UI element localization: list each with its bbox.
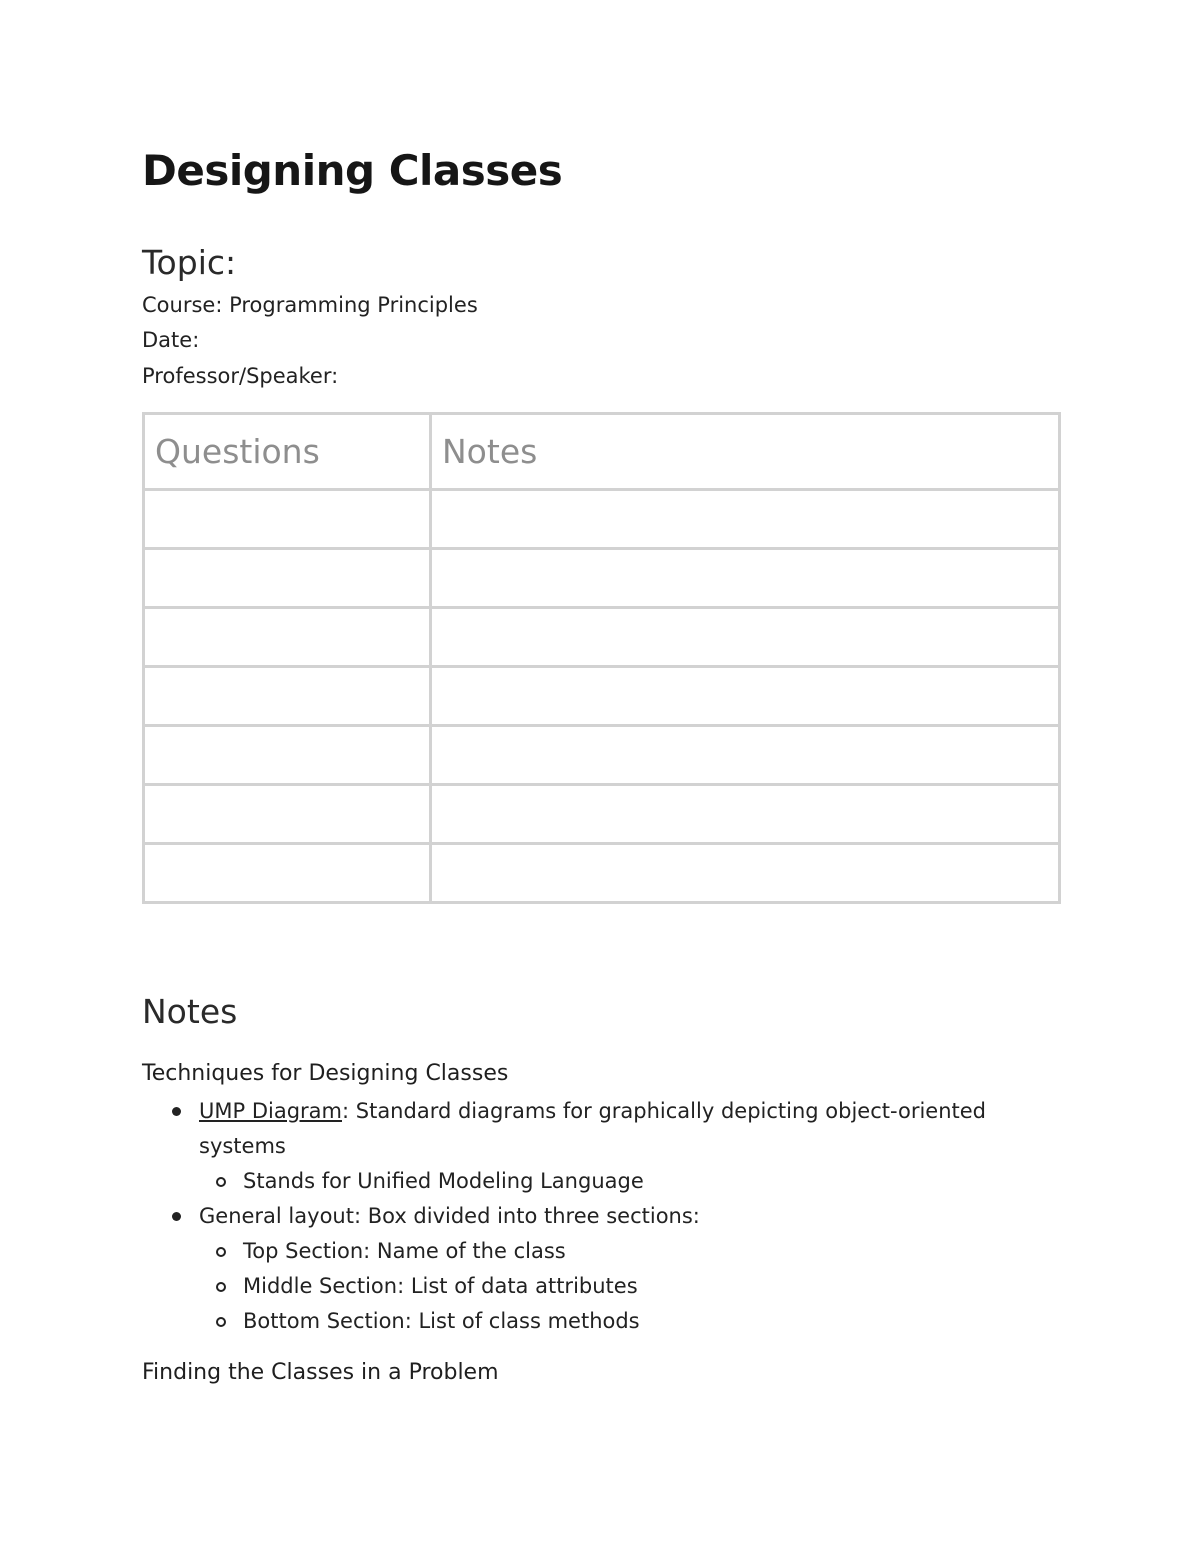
bullet-dot-icon: [172, 1212, 181, 1221]
page-title: Designing Classes: [142, 146, 563, 195]
list-item-text: Stands for Unified Modeling Language: [243, 1169, 644, 1193]
bullet-dot-icon: [172, 1107, 181, 1116]
ump-diagram-term: UMP Diagram: [199, 1099, 342, 1123]
section-heading-techniques: Techniques for Designing Classes: [142, 1061, 509, 1086]
question-cell[interactable]: [144, 490, 431, 549]
table-row: [144, 844, 1060, 903]
notes-heading: Notes: [142, 992, 238, 1031]
list-item: [142, 1094, 1058, 1164]
notes-header: Notes: [431, 414, 1060, 490]
note-cell[interactable]: [431, 785, 1060, 844]
note-cell[interactable]: [431, 608, 1060, 667]
cornell-notes-table: [142, 412, 1061, 904]
bullet-circle-icon: [216, 1177, 226, 1187]
techniques-bullet-list: [142, 1094, 1058, 1339]
professor-line: Professor/Speaker:: [142, 364, 339, 388]
list-item-text: Middle Section: List of data attributes: [243, 1274, 638, 1298]
note-cell[interactable]: [431, 726, 1060, 785]
question-cell[interactable]: [144, 785, 431, 844]
question-cell[interactable]: [144, 844, 431, 903]
question-cell[interactable]: [144, 608, 431, 667]
date-line: Date:: [142, 328, 200, 352]
list-item: [142, 1199, 1058, 1234]
questions-header: Questions: [144, 414, 431, 490]
note-cell[interactable]: [431, 667, 1060, 726]
list-item: [142, 1164, 1058, 1199]
bullet-circle-icon: [216, 1247, 226, 1257]
bullet-circle-icon: [216, 1317, 226, 1327]
question-cell[interactable]: [144, 549, 431, 608]
table-row: [144, 667, 1060, 726]
section-heading-finding-classes: Finding the Classes in a Problem: [142, 1360, 499, 1385]
course-line: Course: Programming Principles: [142, 293, 478, 317]
list-item-text: Bottom Section: List of class methods: [243, 1309, 640, 1333]
note-cell[interactable]: [431, 490, 1060, 549]
table-row: [144, 726, 1060, 785]
note-cell[interactable]: [431, 549, 1060, 608]
question-cell[interactable]: [144, 667, 431, 726]
ump-diagram-definition: : Standard diagrams for graphically depicting object-oriented systems: [199, 1099, 986, 1158]
table-row: [144, 490, 1060, 549]
list-item-text: Top Section: Name of the class: [243, 1239, 566, 1263]
list-item-text: [199, 1094, 989, 1164]
list-item: [142, 1269, 1058, 1304]
list-item: [142, 1234, 1058, 1269]
table-row: [144, 785, 1060, 844]
table-header-row: [144, 414, 1060, 490]
table-row: [144, 549, 1060, 608]
question-cell[interactable]: [144, 726, 431, 785]
topic-label: Topic:: [142, 243, 237, 282]
table-row: [144, 608, 1060, 667]
note-cell[interactable]: [431, 844, 1060, 903]
list-item-text: General layout: Box divided into three sections:: [199, 1204, 700, 1228]
list-item: [142, 1304, 1058, 1339]
bullet-circle-icon: [216, 1282, 226, 1292]
